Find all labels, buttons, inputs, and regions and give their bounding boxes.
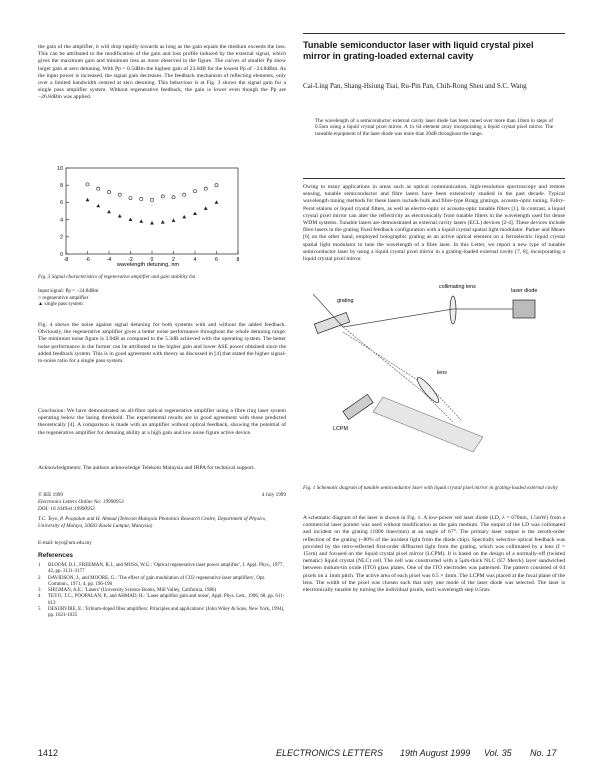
fig3-point-single-pass bbox=[204, 206, 208, 209]
fig1-label-laser-diode: laser diode bbox=[511, 288, 538, 294]
letters-ref: Electronics Letters Online No: 19990953 bbox=[38, 499, 124, 505]
fig3-x-tick-label: 0 bbox=[150, 257, 154, 263]
right-intro-paragraph: Owing to many applications in areas such as optical communication, high-resolution spectroscopy and remote sensing, tunable semiconductor and fibre lasers have been extensively studied in the past decade. Typical wavelength tuning methods for these lasers include bulk and fibre-type Bragg gratings, acousto-optic tuning, Fabry-Perot etalons or liquid crystal filters, as well as electro-optic or acousto-optic tunable filters [1]. In contrast, a liquid crystal pixel mirror can alter the reflectivity as electronically from tunable filters in the wavelength used for dense WDM systems. Tunable lasers are demonstrated as external cavity lasers (ECL) devices [2-4]. These devices include fibre lasers in the grating fixed feedback configuration with a liquid crystal spatial light modulator. Parker and Mears [6] on the other hand, employed holographic grating as an active optical element on a ferroelectric liquid crystal spatial light modulator to tune the wavelength of a fibre laser. In this Letter, we report a new type of tunable semiconductor laser by using a liquid crystal pixel mirror in a grating-loaded external cavity [7, 8], incorporating a liquid crystal pixel mirror. bbox=[303, 184, 565, 263]
fig3-point-single-pass bbox=[182, 215, 186, 218]
article-title: Tunable semiconductor laser with liquid crystal pixel mirror in grating-loaded external cavity bbox=[303, 40, 534, 61]
fig3-point-regenerative bbox=[86, 183, 89, 186]
references-heading: References bbox=[38, 552, 74, 559]
fig3-x-tick-label: -2 bbox=[128, 257, 133, 263]
reference-item: 2 DAVIDSON, J., and MOORE, G.: 'The effect of gain modulation of CO2 regenerative laser amplifiers', Opt. Commun., 1971, 4, pp. 196-198 bbox=[38, 575, 266, 587]
fig3-y-tick-label: 6 bbox=[60, 200, 63, 207]
journal-name: ELECTRONICS LETTERS bbox=[276, 748, 384, 758]
affiliation: T.C. Teyo, P. Poopalan and H. Ahmad (Telecom Malaysia Photonics Research Centre, Department of Physics, University of Malaya, 50603 Kuala Lumpur, Malaysia) bbox=[38, 516, 267, 529]
fig3-point-regenerative bbox=[97, 187, 100, 190]
fig3-point-regenerative bbox=[172, 196, 175, 199]
copyright: © IEE 1999 bbox=[38, 492, 63, 498]
fig3-point-single-pass bbox=[150, 221, 154, 224]
fig3-legend-item: Input signal: Pp = −24.8dBm bbox=[38, 288, 99, 294]
fig3-point-single-pass bbox=[193, 212, 197, 215]
fig3-x-tick-label: 4 bbox=[193, 257, 197, 263]
received-date: 4 July 1999 bbox=[261, 492, 286, 498]
fig3-legend-item: ○ regenerative amplifier bbox=[38, 294, 89, 301]
fig1-caption: Fig. 1 Schematic diagram of tunable semiconductor laser with liquid crystal pixel mirror in grating-loaded external cavity bbox=[303, 485, 558, 491]
fig3-x-tick-label: -8 bbox=[63, 257, 69, 263]
issue-date: 19th August 1999 bbox=[400, 748, 471, 758]
fig3-point-regenerative bbox=[150, 198, 153, 201]
fig3-caption: Fig. 3 Signal characteristics of regenerative amplifier and gain stability list bbox=[38, 274, 196, 280]
fig3-point-single-pass bbox=[86, 198, 90, 201]
fig1-label-lcpm: LCPM bbox=[333, 426, 348, 432]
fig3-point-regenerative bbox=[161, 195, 164, 198]
fig3-point-regenerative bbox=[193, 190, 196, 193]
fig3-x-tick-label: -6 bbox=[85, 257, 90, 263]
fig3-point-regenerative bbox=[107, 190, 110, 193]
references-list bbox=[38, 563, 286, 620]
section-paragraph: A schematic diagram of the laser is shown in Fig. 1. A low-power red laser diode (LD, λ = 670nm, 1.5mW) from a commercial laser pointer was used without modification as the gain medium. The output of the LD was collimated and incident on the grating (1800 lines/mm) at an angle of 67°. The primary laser output is the zeroth-order reflection of the grating (~80% of the incident light from the diode chip). Spectrally selective optical feedback was provided by the retro-reflected first-order diffracted light from the grating, which was collimated by a lens (f = 15cm) and focused on the liquid crystal pixel mirror (LCPM). It is based on the design of a normally-off (twisted nematic) liquid crystal (NLC) cell. The cell was constructed with a 5μm-thick NLC (E7 Merck) layer sandwiched between indium-tin oxide (ITO) glass plates. One of the ITO electrodes was patterned. The pattern consisted of 64 pixels on a 1mm pitch. The active area of each pixel was 0.5 × 4mm. The LCPM was placed at the focal plane of the lens. The width of the pixel was chosen such that only one mode of the laser diode was selected. The laser is electronically tunable by turning the individual pixels, each wavelength step 0.5nm. bbox=[303, 515, 565, 594]
fig1-label-lens: lens bbox=[437, 370, 447, 376]
lcpm-element bbox=[343, 394, 373, 419]
fig3-x-tick-label: 6 bbox=[215, 257, 218, 263]
fig3-y-tick-label: 4 bbox=[60, 217, 63, 224]
beam-spread bbox=[373, 397, 483, 452]
fig3-x-tick-label: 8 bbox=[236, 257, 240, 263]
fig3-point-single-pass bbox=[172, 218, 176, 221]
lens-element bbox=[415, 375, 442, 405]
fig3-xlabel: wavelength detuning, nm bbox=[116, 262, 180, 268]
fig3-point-regenerative bbox=[140, 197, 143, 200]
issue-number: No. 17 bbox=[530, 748, 557, 758]
fig1-label-collimating-lens: collimating lens bbox=[439, 284, 476, 290]
fig3-y-tick-label: 8 bbox=[60, 183, 63, 189]
reference-item: 5 DESURVIRE, E.: 'Erbium-doped fiber amplifiers: Principles and applications' (John Wiley & Sons, New York, 1994), pp. 1021-1035 bbox=[38, 607, 285, 619]
fig1-label-grating: grating bbox=[337, 298, 354, 304]
fig3-y-tick-label: 0 bbox=[60, 251, 63, 258]
reference-item: 4 TEYO, T.C., POOPALAN, P., and AHMAD, H.: 'Laser amplifier gain and noise', Appl. Phys. Lett., 1996, 68, pp. 611-613 bbox=[38, 594, 285, 606]
collimating-lens-element bbox=[450, 296, 456, 324]
fig3-x-tick-label: -4 bbox=[106, 257, 112, 263]
fig3-legend-item: ▲ single pass system bbox=[38, 301, 83, 308]
fig3-chart bbox=[38, 160, 286, 270]
fig3-point-regenerative bbox=[129, 197, 132, 200]
fig3-point-single-pass bbox=[129, 218, 133, 221]
fig3-point-single-pass bbox=[139, 219, 143, 222]
fig3-y-tick-label: 10 bbox=[57, 165, 63, 172]
fig3-point-regenerative bbox=[215, 184, 218, 187]
grating-element bbox=[314, 312, 349, 333]
fig3-y-tick-label: 2 bbox=[60, 234, 63, 241]
fig3-point-single-pass bbox=[215, 200, 219, 203]
title-rule-top bbox=[303, 33, 565, 34]
fig3-point-single-pass bbox=[118, 214, 122, 217]
laser-diode-element bbox=[513, 300, 535, 318]
fig3-point-single-pass bbox=[161, 220, 165, 223]
article-authors: Cai-Ling Pan, Shang-Hsiung Tsai, Ru-Pin Pan, Chih-Rong Sheu and S.C. Wang bbox=[303, 82, 527, 90]
volume: Vol. 35 bbox=[484, 748, 512, 758]
article-abstract: The wavelength of a semiconductor external cavity laser diode has been tuned over more than 10nm in steps of 0.5nm using a liquid crystal pixel mirror. A 1x 64 element array incorporating a liquid crystal pixel mirror. The tuneable equipment of the laser diode was more than 20dB throughout the range. bbox=[315, 118, 553, 137]
fig1-diagram bbox=[303, 272, 565, 482]
acknowledgments: Acknowledgments: The authors acknowledge Telekom Malaysia and IRPA for technical support. bbox=[38, 465, 255, 471]
doi: DOI: 10.1049/el:19990953 bbox=[38, 506, 95, 512]
laser-beam bbox=[343, 309, 513, 327]
fig3-point-regenerative bbox=[118, 193, 121, 196]
page-number: 1412 bbox=[38, 748, 59, 758]
abstract-rule bbox=[303, 178, 565, 179]
fig3-point-regenerative bbox=[183, 193, 186, 196]
conclusion-paragraph: Conclusion: We have demonstrated an all-fibre optical regenerative amplifier using a fibre ring laser system operating below the lasing threshold. The experimental results are in good agreement with those predicted theoretically [4]. A comparison is made with an amplifier without optical feedback, showing the potential of the regenerative amplifier for detuning ability at a high gain and low noise figure active device. bbox=[38, 408, 286, 436]
reference-item: 1 BLOOM, D.J., FREEMAN, R.J., and MOSS, W.G.: 'Optical regenerative laser power amplifier', J. Appl. Phys., 1977, 42, pp. 3131-3177 bbox=[38, 563, 284, 575]
fig3-point-single-pass bbox=[107, 210, 111, 213]
reference-item: 3 SIEGMAN, A.E.: 'Lasers' (University Science Books, Mill Valley, California, 1986) bbox=[38, 588, 217, 594]
email: E-mail: teyo@um.edu.my bbox=[38, 540, 92, 546]
fig3-legend bbox=[38, 288, 286, 308]
fig4-paragraph: Fig. 4 shows the noise against signal detuning for both systems with and without the added feedback. Obviously, the regenerative amplifier gives a better noise performance throughout the whole detuning range. The minimum noise figure is 3.0dB as compared to the 5.3dB achieved with the operating system. The better noise performance in the former can be attributed to the higher gain and lower ASE power obtained since the added feedback system. This is in good agreement with theory as discussed in [4] that stated the higher signal-to-noise ratio for a single pass system. bbox=[38, 322, 286, 365]
fig3-point-regenerative bbox=[204, 187, 207, 190]
fig3-x-tick-label: 2 bbox=[172, 257, 175, 263]
intro-paragraph: the gain of the amplifier, it will drop rapidly towards as long as the gain equals the medium exceeds the loss. This can be attributed to the modification of the gain and loss profile induced by the external signal, which gives the maximum gain and minimum loss as more observed in the figure. The curves of smaller Pp show larger gain at zero detuning. With Pp = 0.5dBm the highest gain of 23.0dB for the lowest Pp of −24.8dBm. As the input power is increased, the signal gain decreases. The feedback mechanism of reflecting elements, only over a limited bandwidth centred at zero detuning. This behaviour is at Fig. 3 shows the signal gain for a single pass amplifier system. Without regenerative feedback, the gain is lower even though the Pp are −26.8dBm was applied. bbox=[38, 44, 286, 101]
fig3-point-single-pass bbox=[96, 204, 100, 207]
fig3-plot-frame bbox=[66, 168, 238, 254]
